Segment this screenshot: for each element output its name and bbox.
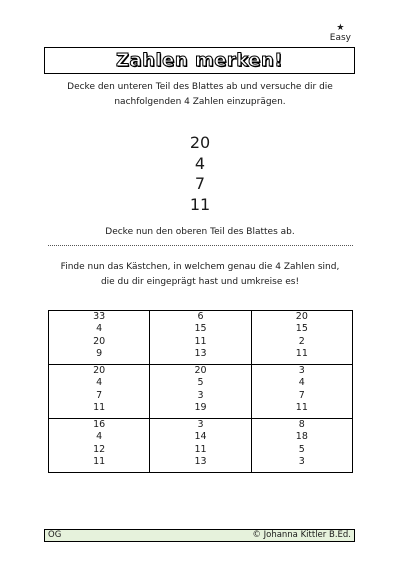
instruction-top bbox=[0, 80, 400, 110]
cell-number: 11 bbox=[194, 335, 207, 347]
star-icon: ★ bbox=[336, 23, 345, 33]
page-title: Zahlen merken! bbox=[115, 50, 284, 71]
cell-number: 13 bbox=[194, 455, 207, 467]
cell-number: 14 bbox=[194, 431, 207, 443]
instruction-top-line2: nachfolgenden 4 Zahlen einzuprägen. bbox=[114, 97, 286, 107]
grid-cell[interactable] bbox=[150, 419, 251, 473]
cell-number: 33 bbox=[93, 311, 106, 322]
cell-number: 13 bbox=[194, 347, 207, 359]
cell-number: 19 bbox=[194, 401, 207, 413]
cell-number: 6 bbox=[197, 311, 204, 322]
instruction-middle: Decke nun den oberen Teil des Blattes ab. bbox=[105, 227, 295, 237]
grid-row bbox=[49, 365, 353, 419]
grid-cell[interactable] bbox=[150, 311, 251, 365]
grid-cell[interactable] bbox=[49, 419, 150, 473]
number-item: 4 bbox=[194, 153, 206, 173]
grid-cell[interactable] bbox=[150, 365, 251, 419]
cell-number: 4 bbox=[298, 377, 305, 389]
number-item: 11 bbox=[189, 194, 211, 214]
footer-copyright: © Johanna Kittler B.Ed. bbox=[252, 530, 351, 540]
cell-number: 11 bbox=[93, 401, 106, 413]
cell-number: 15 bbox=[194, 323, 207, 335]
cell-number: 20 bbox=[93, 335, 106, 347]
cell-number: 4 bbox=[96, 323, 103, 335]
grid-cell[interactable] bbox=[49, 365, 150, 419]
cell-number: 9 bbox=[96, 347, 103, 359]
cell-number: 20 bbox=[295, 311, 308, 322]
instruction-bottom-line2: die du dir eingeprägt hast und umkreise es! bbox=[100, 277, 300, 287]
cell-number: 3 bbox=[197, 419, 204, 430]
grid-cell[interactable] bbox=[251, 365, 352, 419]
grid-row bbox=[49, 311, 353, 365]
number-item: 20 bbox=[189, 133, 211, 152]
footer-code: OG bbox=[48, 530, 62, 540]
number-grid bbox=[48, 310, 353, 473]
cell-number: 12 bbox=[93, 443, 106, 455]
cell-number: 2 bbox=[298, 335, 305, 347]
grid-cell[interactable] bbox=[49, 311, 150, 365]
cell-number: 4 bbox=[96, 431, 103, 443]
cell-number: 5 bbox=[298, 443, 305, 455]
footer bbox=[44, 529, 355, 542]
cell-number: 3 bbox=[298, 455, 305, 467]
cell-number: 18 bbox=[295, 431, 308, 443]
cell-number: 3 bbox=[197, 389, 204, 401]
grid-cell[interactable] bbox=[251, 311, 352, 365]
instruction-bottom bbox=[0, 260, 400, 290]
difficulty-indicator bbox=[330, 24, 351, 43]
instruction-top-line1: Decke den unteren Teil des Blattes ab und versuche dir die bbox=[67, 82, 333, 92]
cell-number: 7 bbox=[96, 389, 103, 401]
difficulty-label: Easy bbox=[329, 33, 351, 43]
cell-number: 11 bbox=[93, 455, 106, 467]
cell-number: 20 bbox=[93, 365, 106, 376]
cell-number: 20 bbox=[194, 365, 207, 376]
cell-number: 4 bbox=[96, 377, 103, 389]
grid-cell[interactable] bbox=[251, 419, 352, 473]
cell-number: 15 bbox=[295, 323, 308, 335]
cell-number: 5 bbox=[197, 377, 204, 389]
cell-number: 8 bbox=[298, 419, 305, 430]
cell-number: 11 bbox=[295, 347, 308, 359]
number-list bbox=[0, 133, 400, 215]
grid-row bbox=[49, 419, 353, 473]
instruction-bottom-line1: Finde nun das Kästchen, in welchem genau die 4 Zahlen sind, bbox=[60, 262, 340, 272]
cell-number: 11 bbox=[194, 443, 207, 455]
cell-number: 3 bbox=[298, 365, 305, 376]
cell-number: 11 bbox=[295, 401, 308, 413]
number-item: 7 bbox=[194, 174, 206, 193]
cell-number: 16 bbox=[93, 419, 106, 430]
cell-number: 7 bbox=[298, 389, 305, 401]
title-box bbox=[44, 47, 355, 74]
cut-line-divider bbox=[48, 245, 353, 246]
